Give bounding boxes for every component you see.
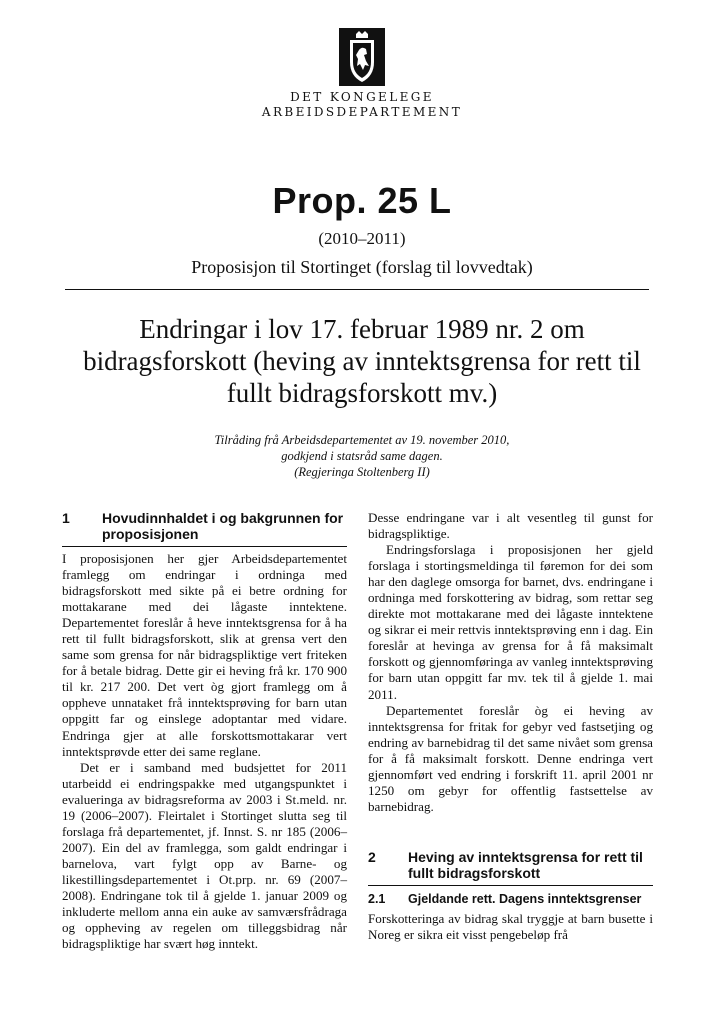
department-line-1: DET KONGELEGE <box>290 90 434 104</box>
proposition-subtitle: Proposisjon til Stortinget (forslag til lovvedtak) <box>191 257 533 277</box>
main-title-line-2: bidragsforskott (heving av inntektsgrensa for rett til <box>83 346 641 376</box>
approval-line-3: (Regjeringa Stoltenberg II) <box>294 465 430 479</box>
section-2-1-title: Gjeldande rett. Dagens inntektsgrenser <box>408 891 642 906</box>
section-1-paragraph-3: Desse endringane var i alt vesentleg til gunst for bidragspliktige. <box>368 510 653 542</box>
approval-line-1: Tilråding frå Arbeidsdepartementet av 19. november 2010, <box>214 433 510 447</box>
section-1-number: 1 <box>62 510 70 526</box>
section-2-heading <box>368 849 653 886</box>
document-header <box>0 28 724 120</box>
right-column <box>368 510 653 943</box>
department-name <box>0 90 724 120</box>
proposition-title: Prop. 25 L <box>272 180 452 221</box>
approval-line-2: godkjend i statsråd same dagen. <box>281 449 443 463</box>
left-column <box>62 510 347 952</box>
section-1-paragraph-1: I proposisjonen her gjer Arbeidsdepartementet framlegg om endringar i ordninga med bidragsforskott med sikte på ei betre ordning for mottakarane med dei lågaste inntektene. Departementet foreslår å heve inntektsgrensa for å ha rett til fullt bidragsforskott, slik at grensa vert den same som grensa for når bidragspliktige vert friteken for å betale bidrag. Dette gir ei heving frå kr. 170 900 til kr. 217 200. Det vert òg gjort framlegg om å oppheve unnataket frå inntektsprøving for barn utan oppgitt far og einslege adoptantar med vidare. Endringa gjer at alle forskottsmottakarar vert inntektsprøvde etter dei same reglane. <box>62 551 347 759</box>
section-2-1-number: 2.1 <box>368 891 386 906</box>
section-2-paragraph-1: Forskotteringa av bidrag skal tryggje at barn busette i Noreg er sikra eit visst pengebeløp frå <box>368 910 653 942</box>
section-1-paragraph-2: Det er i samband med budsjettet for 2011 utarbeidd ei endringspakke med utgangspunktet i evalueringa av bidragsreforma av 2003 i St.meld. nr. 19 (2006–2007). Fleirtalet i Stortinget slutta seg til forslaga frå departementet, jf. Innst. S. nr 185 (2006–2007). Ein del av framlegga, som galdt endringar i barnelova, vart fylgt opp av Barne- og likestillingsdepartementet i Ot.prp. nr. 69 (2007–2008). Endringane tok til å gjelde 1. januar 2009 og inkluderte mellom anna ein auke av samværsfrådraga og oppheving av regelen om tilleggsbidrag når bidragspliktige har svært høg inntekt. <box>62 759 347 952</box>
document-main-title <box>40 313 684 409</box>
department-line-2: ARBEIDSDEPARTEMENT <box>261 105 463 119</box>
section-1-paragraph-4: Endringsforslaga i proposisjonen her gjeld forslaga i stortingsmeldinga til føremon for dei som har den daglege omsorga for barnet, dvs. endringane i ordninga med forskottering av bidrag, som rettar seg direkte mot mottakarane med dei lågaste inntektene og sikrar ei meir rettvis inntektsprøving enn i dag. Ein foreslår at hevinga av grensa for å få maksimalt forskott og gjennomføringa av vanleg inntektsprøving for barn utan oppgitt far mv. tek til å gjelde 1. mai 2011. <box>368 542 653 702</box>
approval-note <box>120 432 604 480</box>
section-1-paragraph-5: Departementet foreslår òg ei heving av inntektsgrensa for fritak for gebyr ved fastsetjing og endring av barnebidrag til det same nivået som grensa for å få maksimalt forskott. Denne endringa vert gjennomført ved endring i forskrift 11. april 2001 nr 1250 om gebyr for offentlig fastsettelse av barnebidrag. <box>368 702 653 814</box>
section-spacer <box>368 815 653 849</box>
section-2-number: 2 <box>368 848 376 865</box>
main-title-line-3: fullt bidragsforskott mv.) <box>226 378 498 408</box>
section-2-1-heading <box>368 892 653 907</box>
section-1-heading <box>62 510 347 547</box>
section-2-title: Heving av inntektsgrensa for rett til fullt bidragsforskott <box>408 848 643 881</box>
proposition-year: (2010–2011) <box>318 229 406 248</box>
main-title-line-1: Endringar i lov 17. februar 1989 nr. 2 om <box>139 314 585 344</box>
coat-of-arms-icon <box>339 28 385 86</box>
section-1-title: Hovudinnhaldet i og bakgrunnen for proposisjonen <box>102 510 344 542</box>
title-divider <box>65 289 649 290</box>
